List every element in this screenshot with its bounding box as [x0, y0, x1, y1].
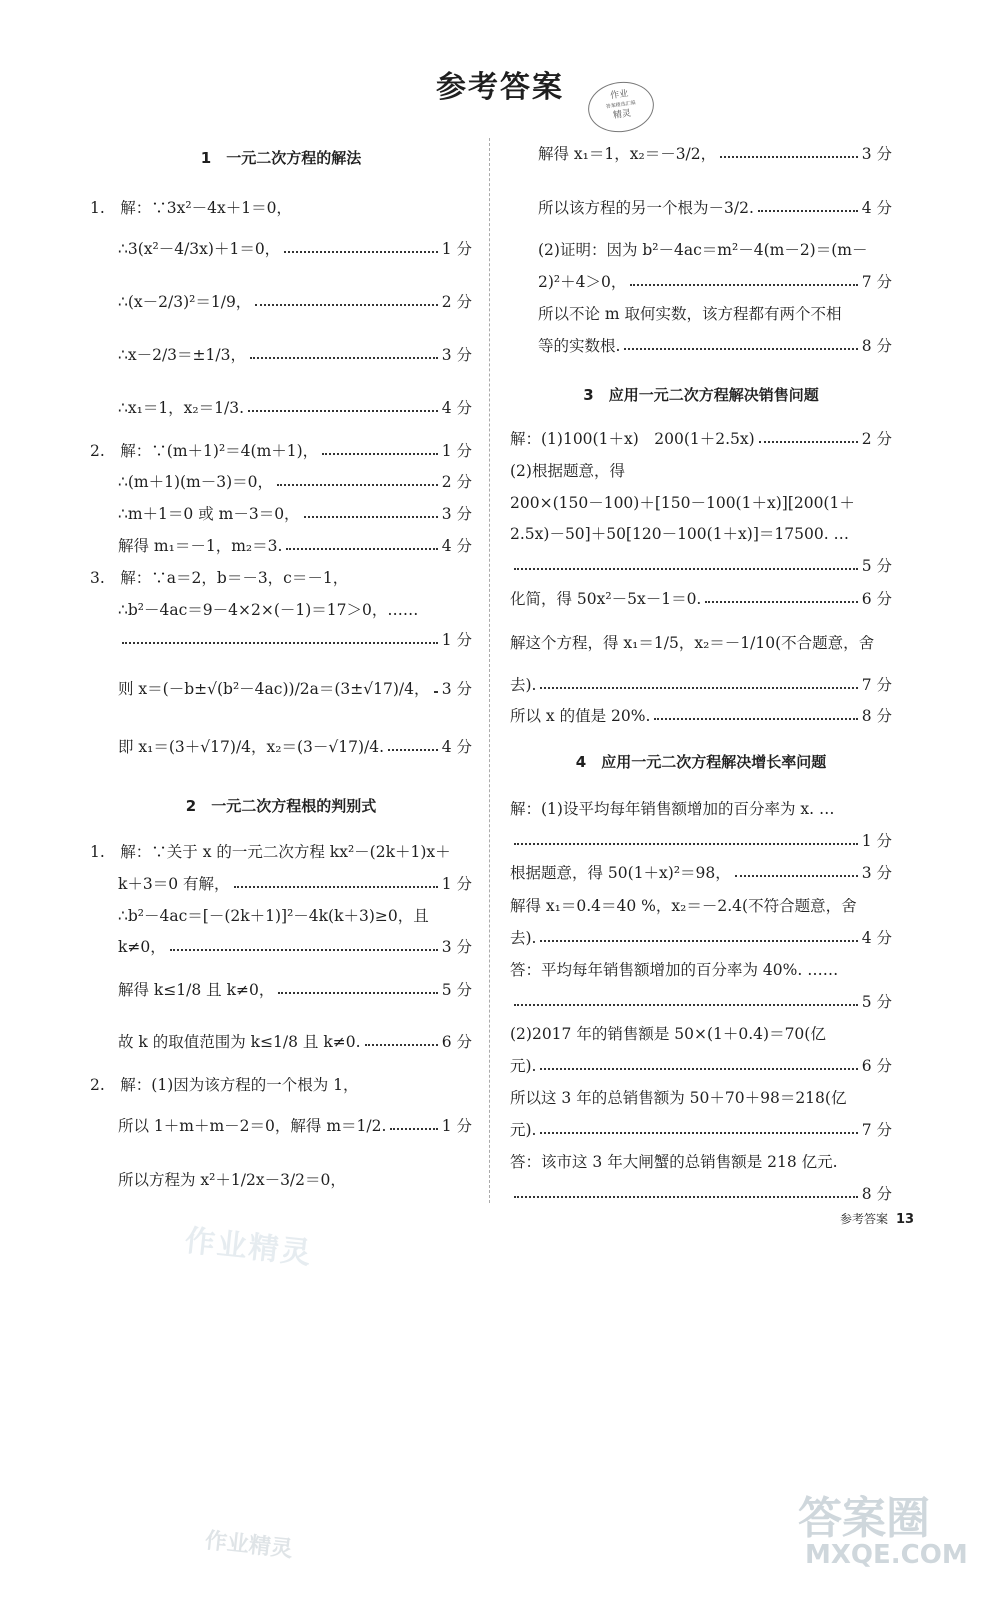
answer-text: ∴x₁＝1，x₂＝1/3.	[118, 399, 245, 417]
dot-leader	[540, 1057, 857, 1073]
answer-text: 元).	[510, 1121, 537, 1139]
answer-text: 解：(1)设平均每年销售额增加的百分率为 x. …	[510, 800, 835, 818]
score: 4 分	[441, 738, 472, 756]
score: 1 分	[441, 1117, 472, 1135]
answer-line	[118, 904, 472, 926]
dot-leader	[720, 145, 858, 161]
stamp-line1: 作业	[609, 88, 629, 102]
answer-text: 即 x₁＝(3＋√17)/4，x₂＝(3－√17)/4.	[118, 738, 385, 756]
answer-text: 化简，得 50x²－5x－1＝0.	[510, 590, 702, 608]
dot-leader	[322, 442, 438, 458]
answer-line	[118, 735, 472, 757]
footer-label: 参考答案	[840, 1212, 889, 1226]
answer-text: 答：平均每年销售额增加的百分率为 40%. ……	[510, 961, 839, 979]
score: 1 分	[441, 631, 472, 649]
answer-line	[118, 1030, 472, 1052]
answer-text: 去).	[510, 929, 537, 947]
answer-line	[510, 673, 892, 695]
answer-text: 解这个方程，得 x₁＝1/5，x₂＝－1/10(不合题意，舍	[510, 634, 875, 652]
answer-text: 解得 x₁＝0.4＝40 %，x₂＝－2.4(不符合题意，舍	[510, 897, 857, 915]
answer-text: 则 x＝(－b±√(b²－4ac))/2a＝(3±√17)/4，	[118, 680, 430, 698]
dot-leader	[735, 864, 858, 880]
answer-line	[510, 1086, 892, 1108]
score: 8 分	[861, 1185, 892, 1203]
answer-text: ∴(m＋1)(m－3)＝0，	[118, 473, 274, 491]
answer-text: k≠0，	[118, 938, 166, 956]
score: 1 分	[441, 442, 472, 460]
dot-leader	[255, 293, 437, 309]
answer-text: 1. 解：∵3x²－4x＋1＝0，	[90, 199, 292, 217]
dot-leader	[705, 590, 857, 606]
score: 3 分	[441, 680, 472, 698]
answer-line	[510, 1182, 892, 1204]
score: 3 分	[861, 145, 892, 163]
answer-text: 故 k 的取值范围为 k≤1/8 且 k≠0.	[118, 1033, 361, 1051]
page-title: 参考答案	[436, 70, 564, 105]
answer-line	[510, 990, 892, 1012]
score: 1 分	[861, 832, 892, 850]
score: 7 分	[861, 676, 892, 694]
page-number: 13	[896, 1212, 915, 1227]
answer-line	[510, 1022, 892, 1044]
answer-text: 所以方程为 x²＋1/2x－3/2＝0，	[118, 1171, 346, 1189]
answer-line	[118, 534, 472, 556]
dot-leader	[540, 1121, 857, 1137]
score: 4 分	[441, 537, 472, 555]
score: 2 分	[861, 430, 892, 448]
score: 3 分	[861, 864, 892, 882]
stamp-line3: 精灵	[612, 108, 632, 122]
answer-text: 去).	[510, 676, 537, 694]
dot-leader	[654, 707, 857, 723]
dot-leader	[514, 832, 858, 848]
answer-text: 2.5x)－50]＋50[120－100(1＋x)]＝17500. …	[510, 525, 850, 543]
dot-leader	[514, 993, 858, 1009]
answer-line	[118, 628, 472, 650]
answer-text: 2. 解：(1)因为该方程的一个根为 1，	[90, 1076, 359, 1094]
dot-leader	[278, 981, 437, 997]
answer-text: ∴m＋1＝0 或 m－3＝0，	[118, 505, 300, 523]
dot-leader	[286, 537, 437, 553]
answer-text: ∴b²－4ac＝9－4×2×(－1)＝17＞0，……	[118, 601, 419, 619]
section-heading-3: 3 应用一元二次方程解决销售问题	[583, 386, 819, 404]
answer-text: 所以这 3 年的总销售额为 50＋70＋98＝218(亿	[510, 1089, 847, 1107]
answer-line	[118, 343, 472, 365]
score: 1 分	[441, 240, 472, 258]
answer-text: ∴x－2/3＝±1/3，	[118, 346, 246, 364]
answer-text: 元).	[510, 1057, 537, 1075]
score: 2 分	[441, 293, 472, 311]
answer-line	[510, 926, 892, 948]
answer-text: 所以不论 m 取何实数，该方程都有两个不相	[538, 305, 842, 323]
answer-line	[538, 270, 892, 292]
answer-line	[510, 894, 892, 916]
watermark-site: MXQE.COM	[805, 1540, 968, 1570]
answer-line	[538, 302, 892, 324]
answer-text: 解得 m₁＝－1，m₂＝3.	[118, 537, 283, 555]
answer-line	[510, 861, 892, 883]
dot-leader	[170, 938, 438, 954]
score: 6 分	[441, 1033, 472, 1051]
score: 8 分	[861, 337, 892, 355]
score: 1 分	[441, 875, 472, 893]
answer-line	[510, 797, 892, 819]
dot-leader	[624, 337, 857, 353]
column-divider	[489, 138, 490, 1203]
answer-text: 所以该方程的另一个根为－3/2.	[538, 199, 754, 217]
section-heading-4: 4 应用一元二次方程解决增长率问题	[575, 753, 827, 771]
answer-line	[90, 439, 472, 461]
answer-line	[510, 704, 892, 726]
score: 4 分	[861, 929, 892, 947]
answer-text: 解得 k≤1/8 且 k≠0，	[118, 981, 275, 999]
answer-text: ∴(x－2/3)²＝1/9，	[118, 293, 252, 311]
answer-line	[510, 554, 892, 576]
answer-text: ∴b²－4ac＝[－(2k＋1)]²－4k(k＋3)≥0，且	[118, 907, 429, 925]
answer-line	[118, 470, 472, 492]
answer-line	[118, 978, 472, 1000]
score: 6 分	[861, 1057, 892, 1075]
answer-line	[510, 958, 892, 980]
answer-text: 所以 x 的值是 20%.	[510, 707, 651, 725]
answer-line	[90, 840, 472, 862]
answer-text: 3. 解：∵a＝2，b＝－3，c＝－1，	[90, 569, 349, 587]
score: 3 分	[441, 938, 472, 956]
stamp-line2: 答案精选汇编	[605, 99, 636, 111]
dot-leader	[540, 929, 857, 945]
answer-line	[510, 522, 892, 544]
answer-text: 2. 解：∵(m＋1)²＝4(m＋1)，	[90, 442, 319, 460]
score: 7 分	[861, 1121, 892, 1139]
answer-line	[510, 1054, 892, 1076]
answer-text: 等的实数根.	[538, 337, 621, 355]
dot-leader	[434, 680, 438, 696]
dot-leader	[758, 199, 858, 215]
answer-text: 所以 1＋m＋m－2＝0，解得 m＝1/2.	[118, 1117, 387, 1135]
dot-leader	[388, 738, 438, 754]
score: 4 分	[861, 199, 892, 217]
answer-text: 2)²＋4＞0，	[538, 273, 627, 291]
dot-leader	[759, 430, 858, 446]
dot-leader	[630, 273, 857, 289]
score: 7 分	[861, 273, 892, 291]
answer-line	[510, 631, 892, 653]
dot-leader	[540, 676, 857, 692]
answer-line	[510, 587, 892, 609]
dot-leader	[514, 1185, 858, 1201]
score: 3 分	[441, 346, 472, 364]
answer-line	[118, 290, 472, 312]
answer-text: (2)根据题意，得	[510, 462, 625, 480]
score: 5 分	[861, 557, 892, 575]
dot-leader	[514, 557, 858, 573]
score: 6 分	[861, 590, 892, 608]
score: 3 分	[441, 505, 472, 523]
answer-line	[118, 237, 472, 259]
dot-leader	[248, 399, 438, 415]
answer-line	[510, 427, 892, 449]
answer-line	[90, 196, 472, 218]
section-heading-1: 1 一元二次方程的解法	[200, 149, 362, 167]
answer-text: ∴3(x²－4/3x)＋1＝0，	[118, 240, 281, 258]
watermark-logo: 答案圈	[798, 1493, 930, 1544]
dot-leader	[304, 505, 438, 521]
dot-leader	[390, 1117, 437, 1133]
answer-line	[90, 566, 472, 588]
answer-text: 根据题意，得 50(1＋x)²＝98，	[510, 864, 731, 882]
answer-text: 解：(1)100(1＋x) 200(1＋2.5x)	[510, 430, 755, 448]
score: 4 分	[441, 399, 472, 417]
dot-leader	[365, 1033, 438, 1049]
answer-text: 1. 解：∵关于 x 的一元二次方程 kx²－(2k＋1)x＋	[90, 843, 451, 861]
answer-line	[118, 1168, 472, 1190]
answer-line	[538, 196, 892, 218]
answer-text: 200×(150－100)＋[150－100(1＋x)][200(1＋	[510, 494, 855, 512]
answer-line	[90, 1073, 472, 1095]
dot-leader	[284, 240, 438, 256]
score: 5 分	[441, 981, 472, 999]
answer-line	[510, 491, 892, 513]
score: 2 分	[441, 473, 472, 491]
answer-line	[538, 334, 892, 356]
answer-text: 解得 x₁＝1，x₂＝－3/2，	[538, 145, 717, 163]
answer-text: k＋3＝0 有解，	[118, 875, 230, 893]
watermark-text: 作业精灵	[183, 1223, 315, 1272]
answer-text: (2)证明：因为 b²－4ac＝m²－4(m－2)＝(m－	[538, 241, 868, 259]
watermark-text: 作业精灵	[203, 1528, 294, 1563]
answer-line	[118, 1114, 472, 1136]
answer-line	[510, 1150, 892, 1172]
answer-line	[118, 935, 472, 957]
dot-leader	[122, 631, 438, 647]
dot-leader	[234, 875, 438, 891]
answer-line	[538, 238, 892, 260]
answer-line	[118, 396, 472, 418]
score: 8 分	[861, 707, 892, 725]
score: 5 分	[861, 993, 892, 1011]
answer-line	[510, 829, 892, 851]
answer-text: (2)2017 年的销售额是 50×(1＋0.4)＝70(亿	[510, 1025, 826, 1043]
answer-text: 答：该市这 3 年大闸蟹的总销售额是 218 亿元.	[510, 1153, 838, 1171]
answer-line	[510, 1118, 892, 1140]
page-footer	[840, 1210, 914, 1227]
answer-line	[118, 502, 472, 524]
answer-line	[118, 598, 472, 620]
dot-leader	[277, 473, 438, 489]
answer-line	[118, 677, 472, 699]
dot-leader	[250, 346, 438, 362]
answer-line	[510, 459, 892, 481]
answer-line	[538, 142, 892, 164]
section-heading-2: 2 一元二次方程根的判别式	[185, 797, 377, 815]
answer-line	[118, 872, 472, 894]
